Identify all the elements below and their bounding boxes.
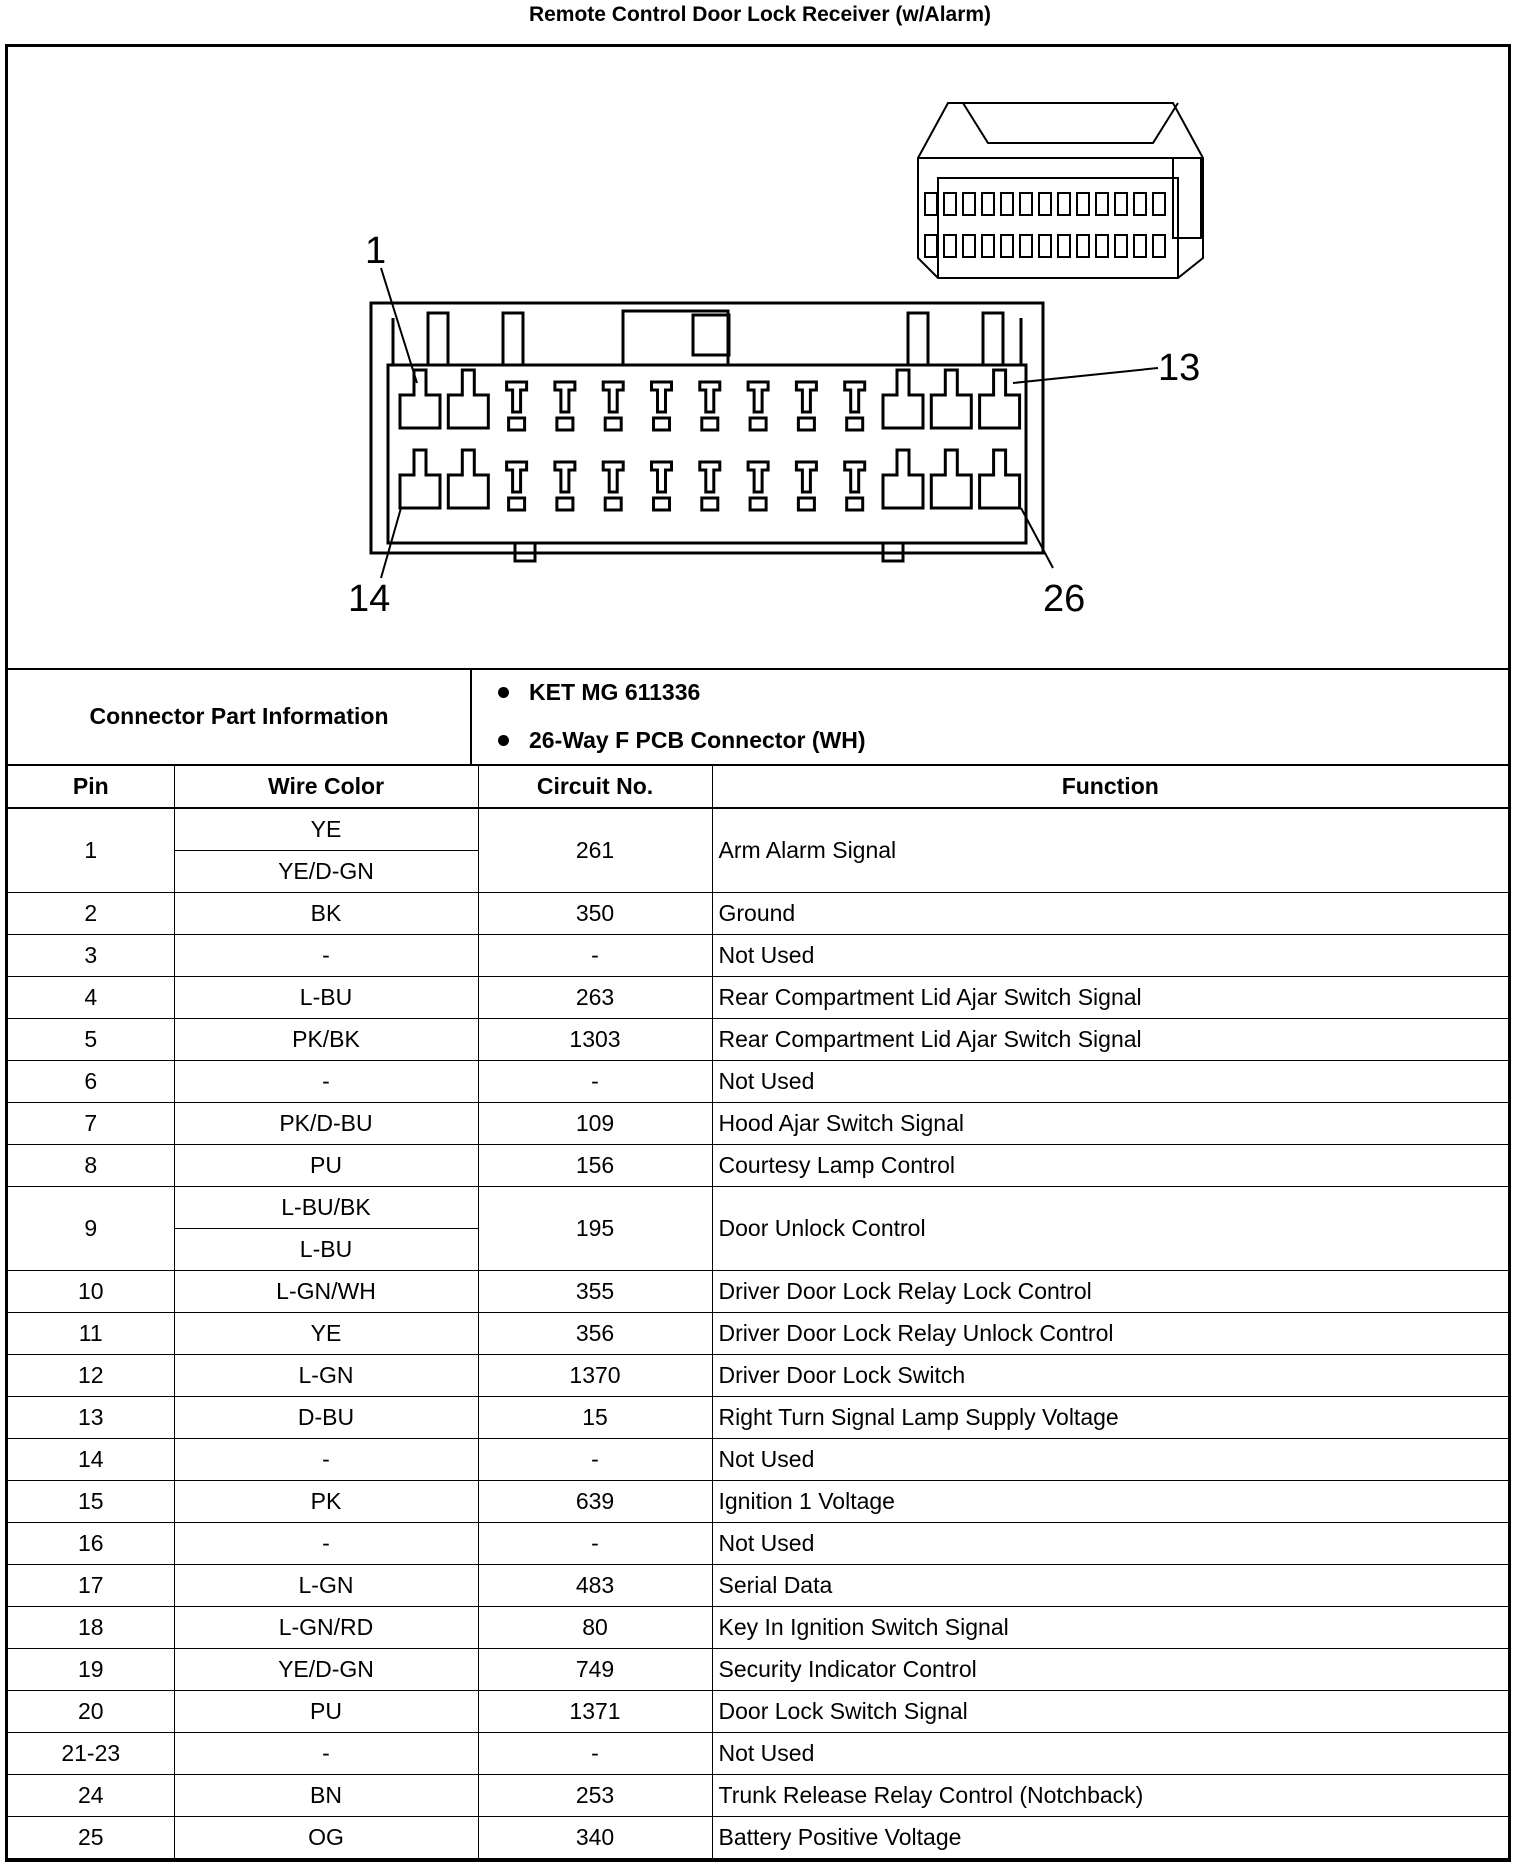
pin-cavity-11 <box>883 370 923 428</box>
table-row <box>8 1565 1508 1607</box>
bullet-icon <box>498 687 509 698</box>
mini-pin <box>982 193 994 215</box>
mini-pin <box>1134 235 1146 257</box>
table-row <box>8 1019 1508 1061</box>
pin-cavity-16 <box>507 462 527 510</box>
pin-cavity-8 <box>748 382 768 430</box>
pin-cell: 4 <box>8 977 174 1019</box>
pin-cell: 5 <box>8 1019 174 1061</box>
mini-pin <box>1001 193 1013 215</box>
leader-line-13 <box>1013 368 1158 383</box>
wire-color-cell: YE <box>174 1313 478 1355</box>
pin-cavity-10 <box>845 382 865 430</box>
function-cell: Serial Data <box>712 1565 1508 1607</box>
table-row <box>8 1313 1508 1355</box>
circuit-cell: - <box>478 1061 712 1103</box>
function-cell: Door Lock Switch Signal <box>712 1691 1508 1733</box>
wire-color-cell: L-GN/WH <box>174 1271 478 1313</box>
function-cell: Trunk Release Relay Control (Notchback) <box>712 1775 1508 1817</box>
pin-cavity-12 <box>931 370 971 428</box>
table-row <box>8 1691 1508 1733</box>
page-title: Remote Control Door Lock Receiver (w/Alarm) <box>528 3 992 26</box>
circuit-cell: 639 <box>478 1481 712 1523</box>
wire-color-cell: PK/D-BU <box>174 1103 478 1145</box>
mini-pin <box>925 235 937 257</box>
table-row <box>8 1271 1508 1313</box>
table-row <box>8 1397 1508 1439</box>
pin-cell: 17 <box>8 1565 174 1607</box>
table-row <box>8 935 1508 977</box>
table-header-row <box>8 765 1508 809</box>
bullet-icon <box>498 735 509 746</box>
pin-cavity-9 <box>796 382 816 430</box>
wire-color-cell: L-GN <box>174 1355 478 1397</box>
pin-cavity-4 <box>555 382 575 430</box>
pin-cavity-19 <box>652 462 672 510</box>
function-cell: Ground <box>712 893 1508 935</box>
wire-color-cell: PU <box>174 1145 478 1187</box>
pin-label-1: 1 <box>365 230 387 272</box>
function-cell: Not Used <box>712 1733 1508 1775</box>
pin-cell: 25 <box>8 1817 174 1859</box>
circuit-cell: 1303 <box>478 1019 712 1061</box>
pin-cavity-15 <box>448 450 488 508</box>
pin-cavity-20 <box>700 462 720 510</box>
mini-pin <box>1096 235 1108 257</box>
mini-pin <box>963 235 975 257</box>
mini-pin <box>1001 235 1013 257</box>
circuit-cell: 749 <box>478 1649 712 1691</box>
pin-cavity-22 <box>796 462 816 510</box>
function-cell: Security Indicator Control <box>712 1649 1508 1691</box>
function-cell: Key In Ignition Switch Signal <box>712 1607 1508 1649</box>
mini-pin <box>1096 193 1108 215</box>
table-row <box>8 1061 1508 1103</box>
pin-cell: 11 <box>8 1313 174 1355</box>
function-cell: Not Used <box>712 1439 1508 1481</box>
pin-cell: 21-23 <box>8 1733 174 1775</box>
function-cell: Driver Door Lock Switch <box>712 1355 1508 1397</box>
table-row <box>8 808 1508 851</box>
pinout-table <box>8 764 1508 1859</box>
wire-color-cell: L-BU/BK <box>174 1187 478 1229</box>
mini-pin <box>1134 193 1146 215</box>
table-row <box>8 1145 1508 1187</box>
function-cell: Hood Ajar Switch Signal <box>712 1103 1508 1145</box>
pin-cavity-25 <box>931 450 971 508</box>
mini-pin <box>982 235 994 257</box>
pin-cell: 15 <box>8 1481 174 1523</box>
pin-cavity-1 <box>400 370 440 428</box>
pin-cell: 12 <box>8 1355 174 1397</box>
function-cell: Arm Alarm Signal <box>712 808 1508 893</box>
wire-color-cell: PK <box>174 1481 478 1523</box>
pin-cavity-3 <box>507 382 527 430</box>
function-cell: Door Unlock Control <box>712 1187 1508 1271</box>
connector-diagram <box>8 47 1508 670</box>
mini-pin <box>1039 193 1051 215</box>
circuit-cell: - <box>478 1439 712 1481</box>
mini-pin <box>1058 235 1070 257</box>
pin-cavity-13 <box>980 370 1020 428</box>
circuit-cell: - <box>478 1733 712 1775</box>
circuit-cell: 109 <box>478 1103 712 1145</box>
function-cell: Not Used <box>712 935 1508 977</box>
connector-sheet <box>5 44 1511 1862</box>
wire-color-cell: - <box>174 935 478 977</box>
wire-color-cell: L-BU <box>174 977 478 1019</box>
pin-cell: 18 <box>8 1607 174 1649</box>
circuit-cell: 483 <box>478 1565 712 1607</box>
pin-label-14: 14 <box>348 578 391 620</box>
wire-color-cell: YE/D-GN <box>174 1649 478 1691</box>
circuit-cell: 261 <box>478 808 712 893</box>
mini-pin <box>1115 235 1127 257</box>
wire-color-cell: - <box>174 1523 478 1565</box>
pin-cell: 7 <box>8 1103 174 1145</box>
table-row <box>8 893 1508 935</box>
table-row <box>8 1775 1508 1817</box>
circuit-cell: 253 <box>478 1775 712 1817</box>
mini-pin <box>1077 193 1089 215</box>
table-row <box>8 1187 1508 1229</box>
pin-cavity-26 <box>980 450 1020 508</box>
pin-cell: 16 <box>8 1523 174 1565</box>
function-cell: Not Used <box>712 1523 1508 1565</box>
pin-cavity-7 <box>700 382 720 430</box>
pin-cell: 9 <box>8 1187 174 1271</box>
mini-pin <box>944 235 956 257</box>
connector-3d-icon <box>918 103 1203 278</box>
pin-cell: 3 <box>8 935 174 977</box>
mini-pin <box>1115 193 1127 215</box>
circuit-cell: 350 <box>478 893 712 935</box>
pin-cavity-18 <box>603 462 623 510</box>
function-cell: Ignition 1 Voltage <box>712 1481 1508 1523</box>
mini-pin <box>963 193 975 215</box>
wire-color-cell: YE/D-GN <box>174 851 478 893</box>
wire-color-cell: D-BU <box>174 1397 478 1439</box>
mini-pin <box>1020 193 1032 215</box>
table-row <box>8 1649 1508 1691</box>
circuit-cell: 156 <box>478 1145 712 1187</box>
connector-part-information <box>8 668 1508 766</box>
pin-cavity-21 <box>748 462 768 510</box>
mini-pin <box>1020 235 1032 257</box>
function-cell: Right Turn Signal Lamp Supply Voltage <box>712 1397 1508 1439</box>
pin-label-26: 26 <box>1043 578 1086 620</box>
wire-color-cell: - <box>174 1733 478 1775</box>
table-row <box>8 1481 1508 1523</box>
circuit-cell: 1371 <box>478 1691 712 1733</box>
circuit-cell: 355 <box>478 1271 712 1313</box>
connector-info-item: KET MG 611336 <box>498 668 866 716</box>
pin-cavity-17 <box>555 462 575 510</box>
mini-pin <box>1077 235 1089 257</box>
pin-cavity-14 <box>400 450 440 508</box>
function-cell: Rear Compartment Lid Ajar Switch Signal <box>712 977 1508 1019</box>
connector-info-item: 26-Way F PCB Connector (WH) <box>498 716 866 764</box>
mini-pin <box>1153 235 1165 257</box>
function-cell: Not Used <box>712 1061 1508 1103</box>
table-row <box>8 1103 1508 1145</box>
table-row <box>8 1439 1508 1481</box>
pin-cell: 8 <box>8 1145 174 1187</box>
mini-pin <box>944 193 956 215</box>
wire-color-cell: PK/BK <box>174 1019 478 1061</box>
circuit-cell: 15 <box>478 1397 712 1439</box>
function-cell: Battery Positive Voltage <box>712 1817 1508 1859</box>
wire-color-cell: - <box>174 1439 478 1481</box>
pin-cavity-23 <box>845 462 865 510</box>
mini-pin <box>1058 193 1070 215</box>
pin-cell: 2 <box>8 893 174 935</box>
pin-cell: 10 <box>8 1271 174 1313</box>
pin-cell: 14 <box>8 1439 174 1481</box>
circuit-cell: 80 <box>478 1607 712 1649</box>
header-pin: Pin <box>8 765 174 809</box>
header-wire-color: Wire Color <box>174 765 478 809</box>
wire-color-cell: L-BU <box>174 1229 478 1271</box>
function-cell: Driver Door Lock Relay Unlock Control <box>712 1313 1508 1355</box>
wire-color-cell: L-GN/RD <box>174 1607 478 1649</box>
circuit-cell: - <box>478 1523 712 1565</box>
function-cell: Rear Compartment Lid Ajar Switch Signal <box>712 1019 1508 1061</box>
pin-cavity-5 <box>603 382 623 430</box>
header-function: Function <box>712 765 1508 809</box>
circuit-cell: 195 <box>478 1187 712 1271</box>
pin-cell: 1 <box>8 808 174 893</box>
pin-cell: 20 <box>8 1691 174 1733</box>
wire-color-cell: BK <box>174 893 478 935</box>
pin-cavity-24 <box>883 450 923 508</box>
pin-cell: 13 <box>8 1397 174 1439</box>
header-circuit-no: Circuit No. <box>478 765 712 809</box>
connector-info-label: Connector Part Information <box>8 668 472 764</box>
wire-color-cell: - <box>174 1061 478 1103</box>
circuit-cell: 356 <box>478 1313 712 1355</box>
mini-pin <box>1153 193 1165 215</box>
circuit-cell: - <box>478 935 712 977</box>
table-row <box>8 1523 1508 1565</box>
pin-cell: 24 <box>8 1775 174 1817</box>
wire-color-cell: PU <box>174 1691 478 1733</box>
table-row <box>8 1733 1508 1775</box>
mini-pin <box>1039 235 1051 257</box>
circuit-cell: 340 <box>478 1817 712 1859</box>
function-cell: Driver Door Lock Relay Lock Control <box>712 1271 1508 1313</box>
table-row <box>8 977 1508 1019</box>
connector-face-drawing <box>3 3 1520 668</box>
pin-label-13: 13 <box>1158 347 1201 389</box>
pin-cell: 19 <box>8 1649 174 1691</box>
pin-cavity-2 <box>448 370 488 428</box>
circuit-cell: 263 <box>478 977 712 1019</box>
wire-color-cell: L-GN <box>174 1565 478 1607</box>
pin-cell: 6 <box>8 1061 174 1103</box>
function-cell: Courtesy Lamp Control <box>712 1145 1508 1187</box>
pin-cavity-6 <box>652 382 672 430</box>
mini-pin <box>925 193 937 215</box>
table-row <box>8 1355 1508 1397</box>
table-row <box>8 1607 1508 1649</box>
circuit-cell: 1370 <box>478 1355 712 1397</box>
wire-color-cell: OG <box>174 1817 478 1859</box>
wire-color-cell: BN <box>174 1775 478 1817</box>
wire-color-cell: YE <box>174 808 478 851</box>
table-row <box>8 1817 1508 1859</box>
